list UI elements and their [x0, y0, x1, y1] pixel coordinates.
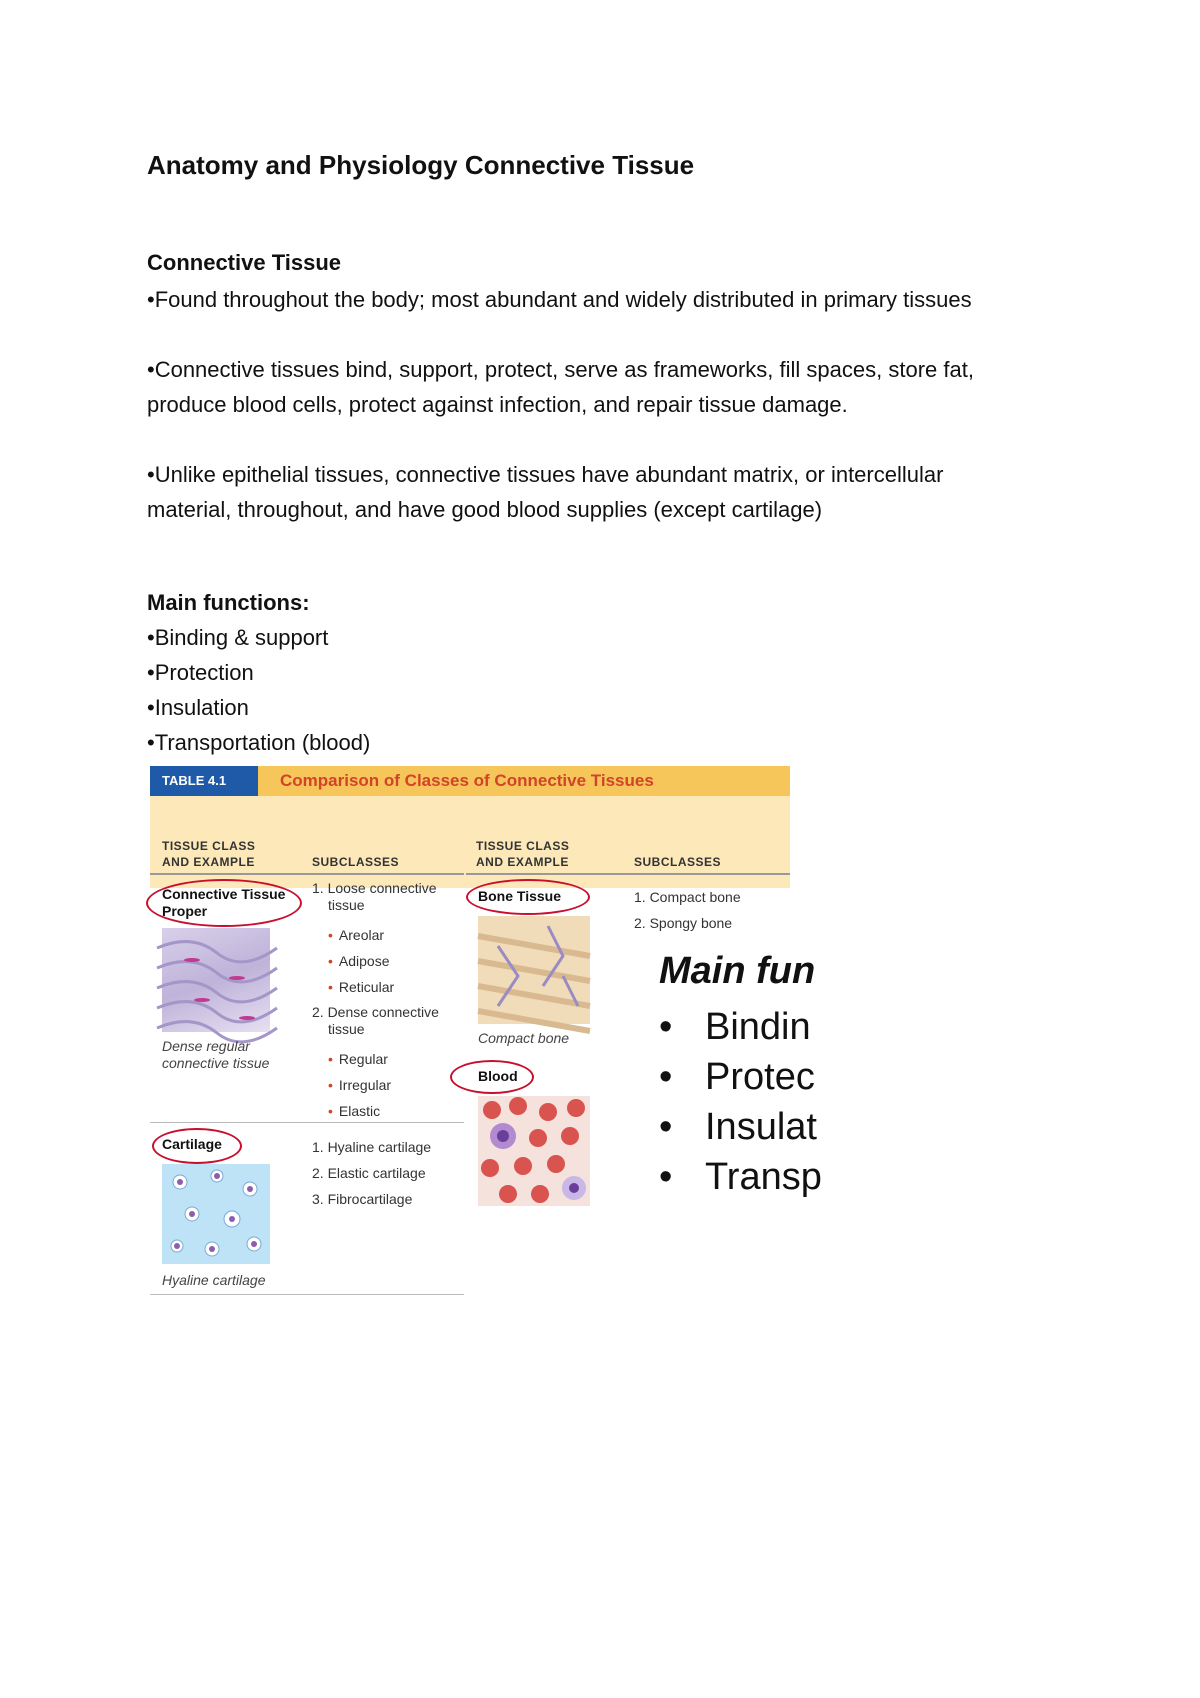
document-title: Anatomy and Physiology Connective Tissue	[147, 150, 695, 180]
list-item	[659, 1052, 822, 1102]
list-item: tissue	[328, 1021, 365, 1037]
class-label-bone-tissue: Bone Tissue	[478, 888, 561, 904]
column-header-tissue-class-left	[162, 838, 255, 870]
hyaline-cartilage-drawing	[162, 1164, 270, 1264]
bullet-dot: •	[328, 953, 333, 969]
column-header-tissue-class-right	[476, 838, 569, 870]
slide-item-text: Transp	[705, 1156, 822, 1198]
bullet-dot: •	[328, 1103, 333, 1119]
bullet-dot: •	[328, 1051, 333, 1067]
highlight-ring	[450, 1060, 534, 1094]
list-item: 1. Loose connective	[312, 880, 437, 896]
caption-dense-regular	[162, 1038, 269, 1072]
bullet-dot: •	[659, 1056, 673, 1098]
subclass-text: Adipose	[338, 953, 390, 969]
list-item: 2. Dense connective	[312, 1004, 439, 1020]
slide-item-text: Bindin	[705, 1006, 811, 1048]
main-functions-slide	[655, 950, 822, 1210]
list-item	[659, 1152, 822, 1202]
list-item: •Insulation	[147, 695, 249, 720]
list-item: •Binding & support	[147, 625, 329, 650]
compact-bone-drawing	[478, 916, 590, 1024]
class-label-cartilage: Cartilage	[162, 1136, 222, 1152]
paragraph-found-throughout: •Found throughout the body; most abundant and widely distributed in primary tissues	[147, 287, 972, 312]
paragraph-unlike-epithelial: •Unlike epithelial tissues, connective tissues have abundant matrix, or intercellular material, throughout, and have good blood supplies (except cartilage)	[147, 462, 944, 522]
table-number-label: TABLE 4.1	[150, 766, 258, 796]
hyaline-cartilage-image	[162, 1164, 270, 1264]
bullet-dot: •	[328, 927, 333, 943]
list-item: •Transportation (blood)	[147, 730, 371, 755]
highlight-ring	[146, 879, 302, 927]
list-item	[312, 1098, 439, 1124]
column-header-line: AND EXAMPLE	[162, 855, 255, 869]
connective-tissue-heading: Connective Tissue	[147, 250, 341, 275]
paragraph-functions-list: •Connective tissues bind, support, protect, serve as frameworks, fill spaces, store fat, produce blood cells, protect against infection, and repair tissue damage.	[147, 357, 974, 417]
list-item	[312, 1072, 439, 1098]
subclass-text: Reticular	[338, 979, 395, 995]
subclass-text: Regular	[338, 1051, 388, 1067]
main-functions-heading: Main functions:	[147, 590, 310, 615]
bullet-dot: •	[328, 1077, 333, 1093]
list-item: 1. Compact bone	[634, 889, 741, 905]
main-functions-list	[147, 620, 370, 760]
dense-regular-tissue-drawing	[162, 928, 270, 1032]
column-header-line: TISSUE CLASS	[476, 839, 570, 853]
dense-regular-tissue-image	[162, 928, 270, 1032]
list-item	[659, 1102, 822, 1152]
bullet-dot: •	[659, 1006, 673, 1048]
highlight-ring	[466, 879, 590, 915]
list-item: •Protection	[147, 660, 254, 685]
column-header-subclasses-right: SUBCLASSES	[634, 855, 722, 869]
class-label-blood: Blood	[478, 1068, 518, 1084]
list-item: tissue	[328, 897, 365, 913]
subclass-text: Areolar	[338, 927, 385, 943]
subclass-text: Irregular	[338, 1077, 392, 1093]
header-divider-right	[466, 873, 790, 875]
list-item: 2. Elastic cartilage	[312, 1165, 426, 1181]
column-header-subclasses-left: SUBCLASSES	[312, 855, 400, 869]
column-header-line: AND EXAMPLE	[476, 855, 569, 869]
list-item	[312, 1046, 439, 1072]
caption-hyaline-cartilage: Hyaline cartilage	[162, 1272, 266, 1288]
list-item: 1. Hyaline cartilage	[312, 1139, 432, 1155]
caption-line: connective tissue	[162, 1055, 270, 1071]
column-header-line: TISSUE CLASS	[162, 839, 256, 853]
slide-bullet-list	[659, 1002, 822, 1202]
list-item: 3. Fibrocartilage	[312, 1191, 413, 1207]
caption-line: Dense regular	[162, 1038, 250, 1054]
subclasses-cartilage	[312, 1134, 431, 1212]
subclass-text: Elastic	[338, 1103, 381, 1119]
list-item: 2. Spongy bone	[634, 915, 733, 931]
bullet-dot: •	[659, 1156, 673, 1198]
highlight-ring	[152, 1128, 242, 1164]
list-item	[312, 948, 439, 974]
compact-bone-image	[478, 916, 590, 1024]
subclasses-bone-tissue	[634, 884, 741, 936]
list-item	[659, 1002, 822, 1052]
subclasses-connective-tissue-proper	[312, 880, 439, 1124]
list-item	[312, 922, 439, 948]
blood-cells-image	[478, 1096, 590, 1206]
caption-compact-bone: Compact bone	[478, 1030, 570, 1046]
bullet-dot: •	[659, 1106, 673, 1148]
slide-item-text: Protec	[705, 1056, 815, 1098]
slide-title: Main fun	[659, 950, 816, 992]
blood-cells-drawing	[478, 1096, 590, 1206]
list-item	[312, 974, 439, 1000]
header-divider-left	[150, 873, 464, 875]
class-label-line: Proper	[162, 903, 208, 919]
slide-item-text: Insulat	[705, 1106, 817, 1148]
table-title: Comparison of Classes of Connective Tissues	[280, 771, 654, 790]
bullet-dot: •	[328, 979, 333, 995]
row-divider	[150, 1122, 464, 1123]
table-bottom-rule	[150, 1294, 464, 1295]
class-label-line: Connective Tissue	[162, 886, 286, 902]
